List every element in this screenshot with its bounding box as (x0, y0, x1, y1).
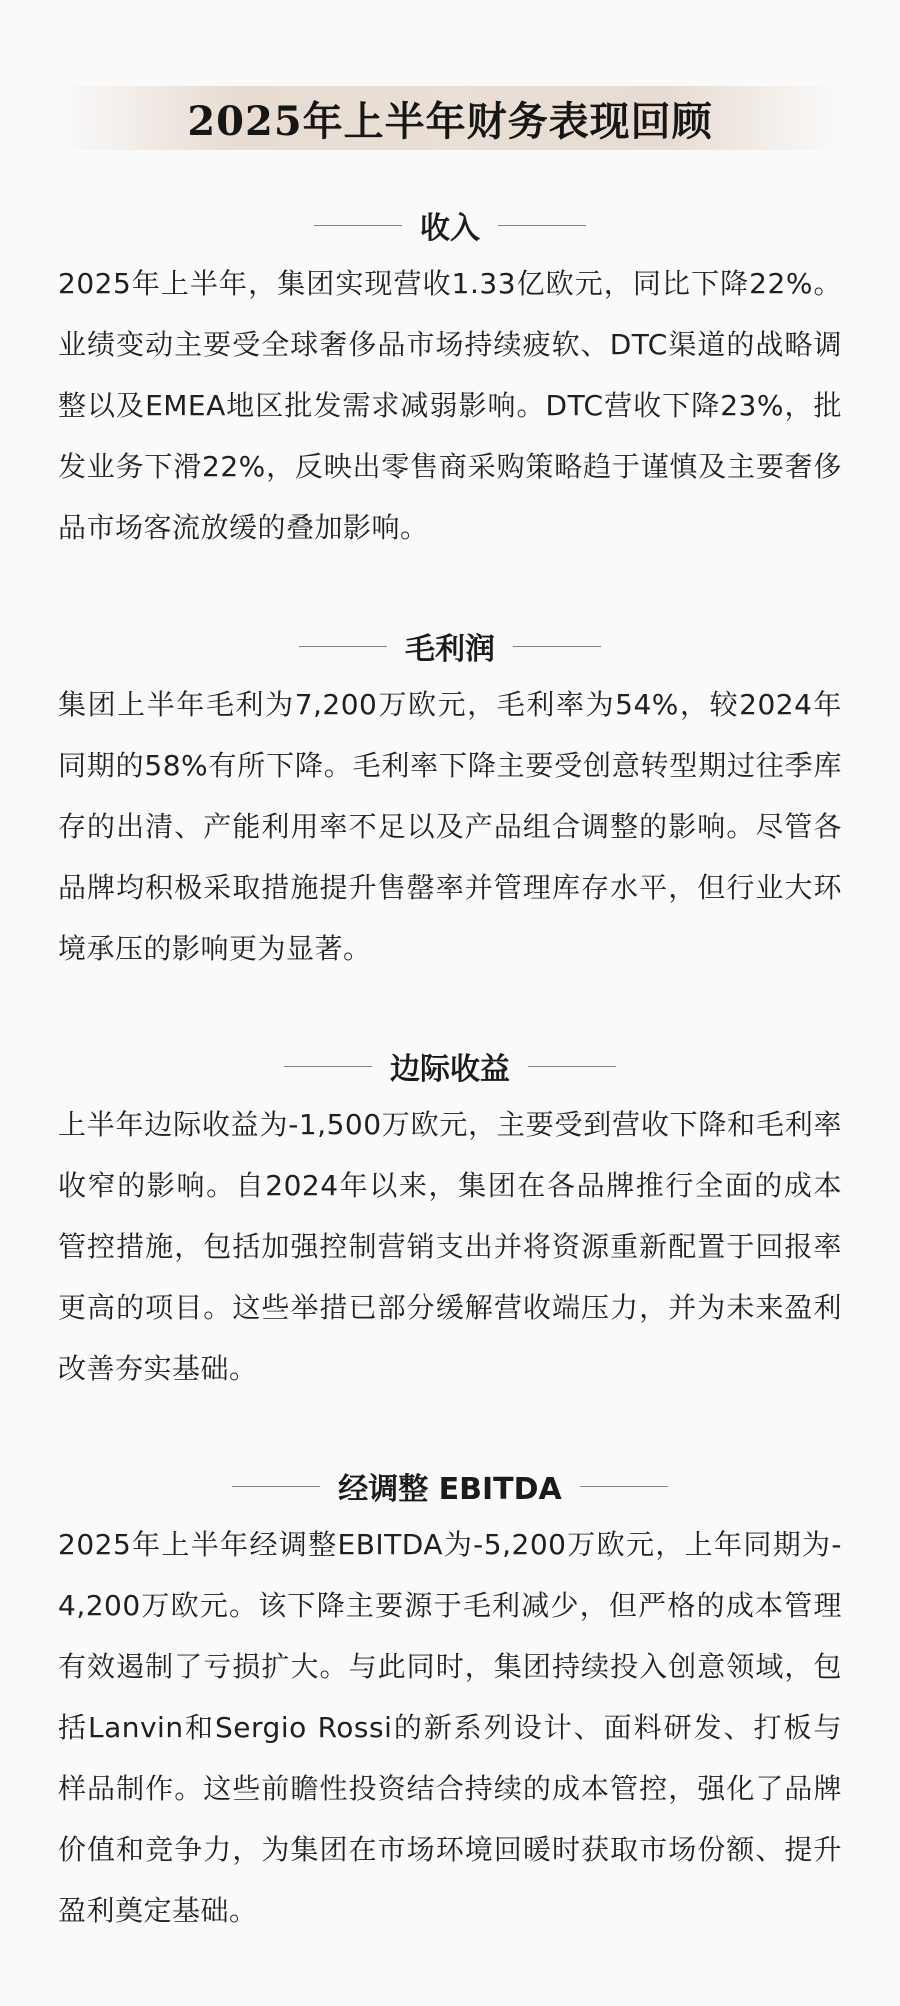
heading-rule-right (513, 646, 601, 647)
page-title: 2025年上半年财务表现回顾 (187, 97, 713, 145)
section-heading-text: 边际收益 (390, 1052, 510, 1087)
section-body: 2025年上半年，集团实现营收1.33亿欧元，同比下降22%。业绩变动主要受全球奢侈品市场持续疲软、DTC渠道的战略调整以及EMEA地区批发需求减弱影响。DTC营收下降23%，批发业务下滑22%，反映出零售商采购策略趋于谨慎及主要奢侈品市场客流放缓的叠加影响。 (58, 267, 842, 544)
heading-rule-left (299, 646, 387, 647)
section-heading-text: 经调整 EBITDA (338, 1472, 562, 1507)
section-revenue (58, 203, 842, 558)
heading-rule-left (232, 1486, 320, 1487)
heading-rule-right (498, 225, 586, 226)
heading-rule-left (284, 1066, 372, 1067)
section-contribution-margin (58, 1044, 842, 1399)
section-heading-text: 毛利润 (405, 632, 495, 667)
section-heading (58, 624, 842, 668)
section-heading (58, 203, 842, 247)
section-adjusted-ebitda (58, 1464, 842, 1941)
heading-rule-right (528, 1066, 616, 1067)
section-heading (58, 1464, 842, 1508)
title-banner (60, 86, 840, 150)
section-heading-text: 收入 (420, 211, 480, 246)
section-body: 上半年边际收益为-1,500万欧元，主要受到营收下降和毛利率收窄的影响。自2024年以来，集团在各品牌推行全面的成本管控措施，包括加强控制营销支出并将资源重新配置于回报率更高的项目。这些举措已部分缓解营收端压力，并为未来盈利改善夯实基础。 (58, 1108, 842, 1385)
section-heading (58, 1044, 842, 1088)
section-body: 集团上半年毛利为7,200万欧元，毛利率为54%，较2024年同期的58%有所下降。毛利率下降主要受创意转型期过往季库存的出清、产能利用率不足以及产品组合调整的影响。尽管各品牌均积极采取措施提升售罄率并管理库存水平，但行业大环境承压的影响更为显著。 (58, 688, 842, 965)
heading-rule-right (580, 1486, 668, 1487)
section-gross-profit (58, 624, 842, 979)
heading-rule-left (314, 225, 402, 226)
section-body: 2025年上半年经调整EBITDA为-5,200万欧元，上年同期为-4,200万欧元。该下降主要源于毛利减少，但严格的成本管理有效遏制了亏损扩大。与此同时，集团持续投入创意领域，包括Lanvin和Sergio Rossi的新系列设计、面料研发、打板与样品制作。这些前瞻性投资结合持续的成本管控，强化了品牌价值和竞争力，为集团在市场环境回暖时获取市场份额、提升盈利奠定基础。 (58, 1528, 842, 1927)
